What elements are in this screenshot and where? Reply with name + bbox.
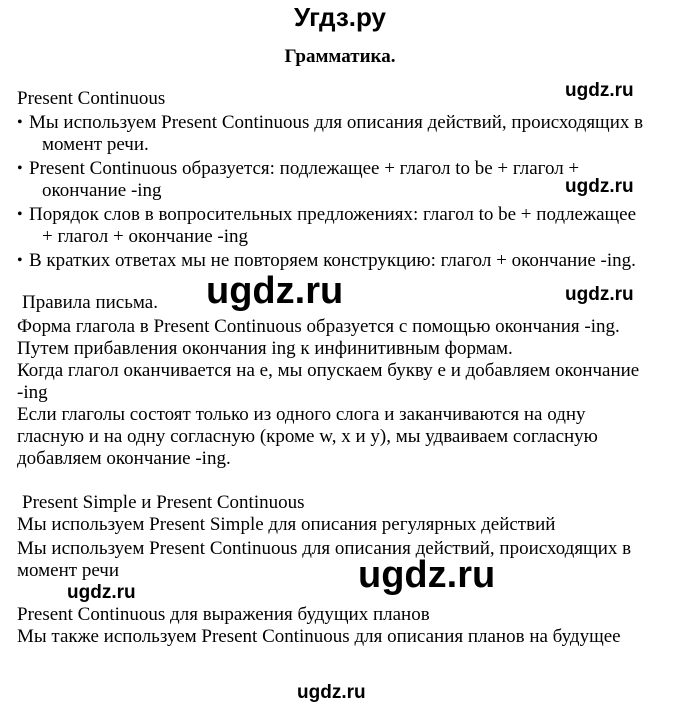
- watermark-large: ugdz.ru: [358, 554, 496, 596]
- text-line: -ing: [17, 382, 48, 403]
- text-line: Мы также используем Present Continuous для описания планов на будущее: [17, 626, 621, 647]
- future-plans-heading: Present Continuous для выражения будущих планов: [17, 604, 430, 625]
- bullet-item: • Порядок слов в вопросительных предложениях: глагол to be + подлежащее: [29, 204, 636, 226]
- watermark: ugdz.ru: [297, 682, 366, 703]
- text-line: Путем прибавления окончания ing к инфинитивным формам.: [17, 338, 513, 359]
- text-line: добавляем окончание -ing.: [17, 448, 231, 469]
- site-title: Угдз.ру: [294, 2, 386, 32]
- text-line: момент речи: [17, 560, 120, 581]
- simple-vs-continuous-heading: Present Simple и Present Continuous: [22, 492, 305, 513]
- text-line: Форма глагола в Present Continuous образуется с помощью окончания -ing.: [17, 316, 620, 337]
- text-line: Мы используем Present Simple для описания регулярных действий: [17, 514, 556, 535]
- bullet-item: • Present Continuous образуется: подлежащее + глагол to be + глагол +: [29, 158, 579, 180]
- spelling-rules-heading: Правила письма.: [22, 292, 158, 313]
- watermark-large: ugdz.ru: [206, 270, 344, 312]
- text-line: Если глаголы состоят только из одного слога и заканчиваются на одну: [17, 404, 586, 425]
- text-line: Когда глагол оканчивается на е, мы опускаем букву е и добавляем окончание: [17, 360, 640, 381]
- section-heading: Грамматика.: [284, 46, 396, 67]
- watermark: ugdz.ru: [565, 176, 634, 197]
- bullet-item-continuation: окончание -ing: [42, 180, 162, 201]
- bullet-item: • Мы используем Present Continuous для описания действий, происходящих в: [29, 112, 643, 134]
- bullet-item-continuation: момент речи.: [42, 134, 149, 155]
- watermark: ugdz.ru: [67, 582, 136, 603]
- bullet-item-continuation: + глагол + окончание -ing: [42, 226, 249, 247]
- watermark: ugdz.ru: [565, 284, 634, 305]
- present-continuous-heading: Present Continuous: [17, 88, 166, 109]
- text-line: Мы используем Present Continuous для описания действий, происходящих в: [17, 538, 632, 559]
- text-line: гласную и на одну согласную (кроме w, х и у), мы удваиваем согласную: [17, 426, 598, 447]
- bullet-item: • В кратких ответах мы не повторяем конструкцию: глагол + окончание -ing.: [29, 250, 636, 272]
- watermark: ugdz.ru: [565, 80, 634, 101]
